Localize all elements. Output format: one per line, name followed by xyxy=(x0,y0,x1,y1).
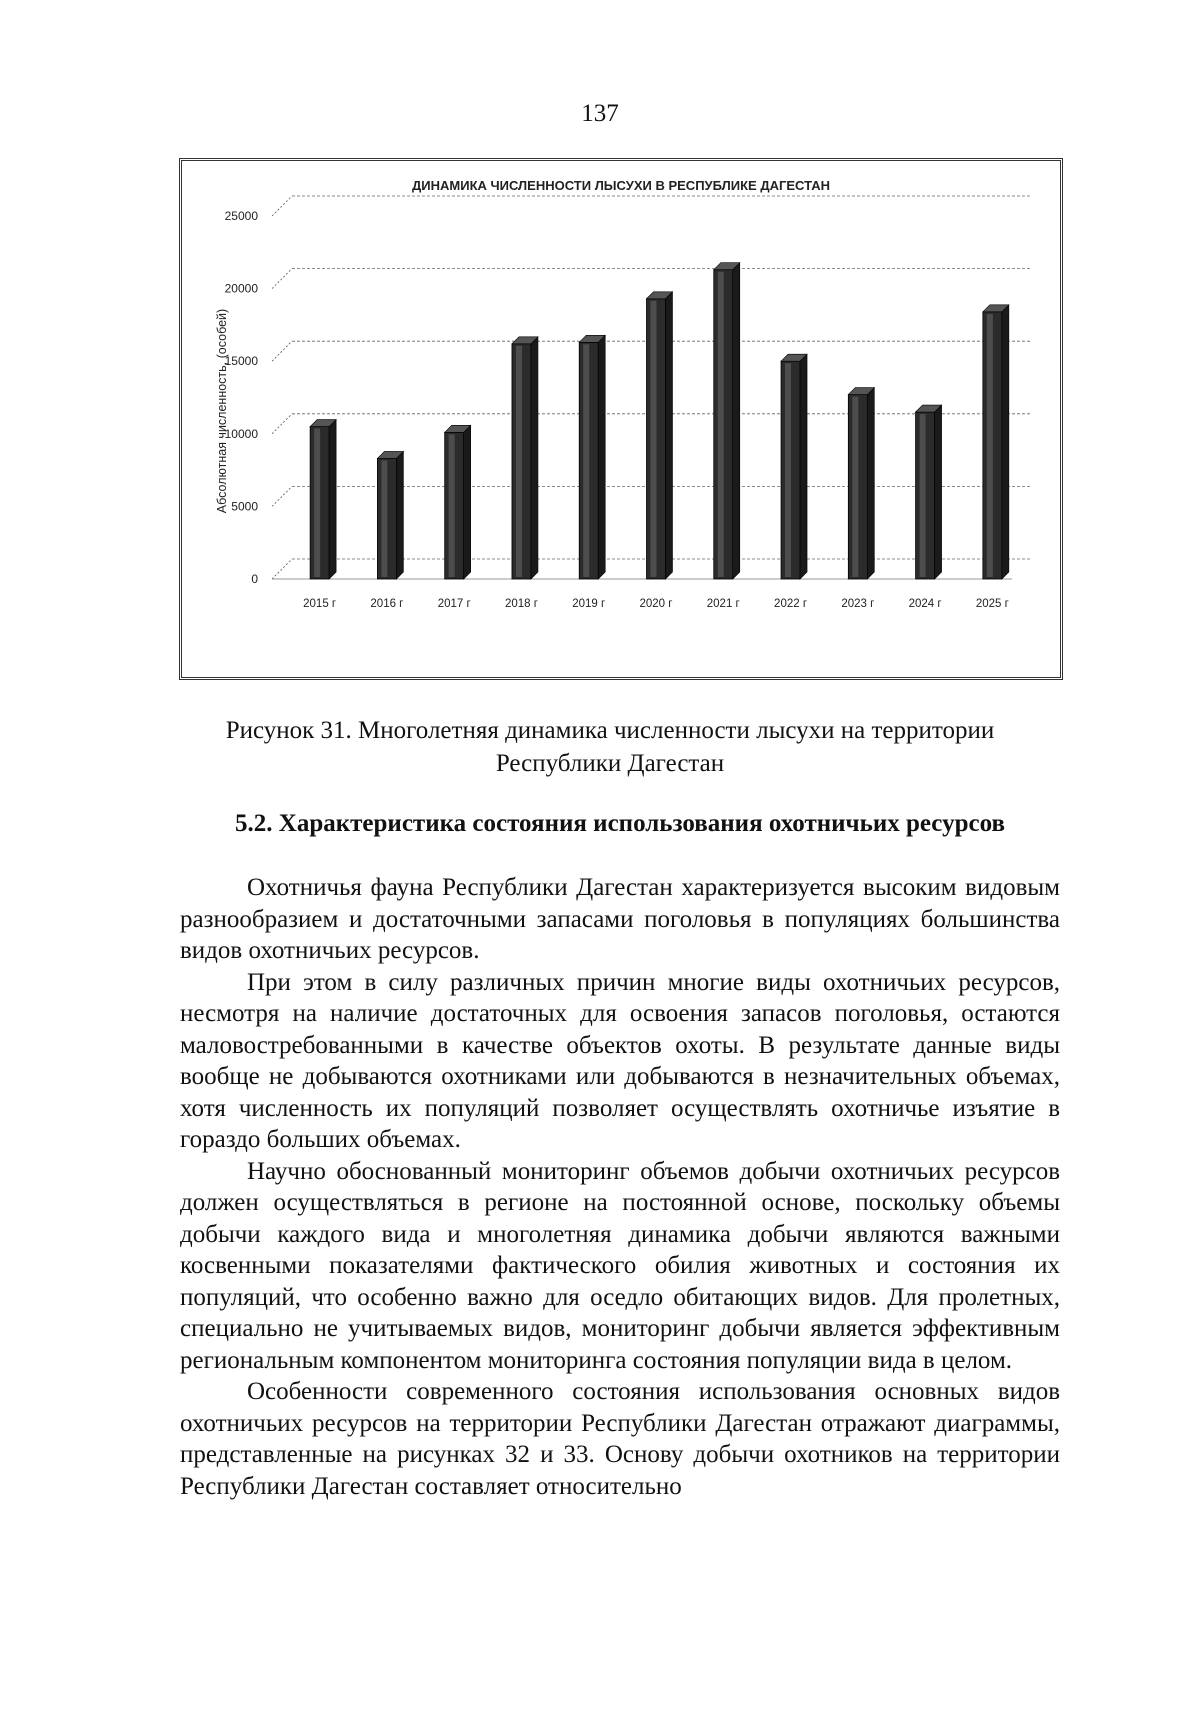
body-text xyxy=(180,872,1060,1502)
y-axis-label: Абсолютная численность, (особей) xyxy=(215,308,229,514)
bar-side xyxy=(800,354,807,579)
x-tick-label: 2022 г xyxy=(774,598,808,610)
bar-highlight xyxy=(852,397,858,577)
bar-side xyxy=(598,335,605,579)
paragraph: Научно обоснованный мониторинг объемов добычи охотничьих ресурсов должен осуществляться в регионе на постоянной основе, поскольку объемы добычи каждого вида и многолетняя динамика добычи являются важными косвенными показателями фактического обилия животных и состояния их популяций, что особенно важно для оседло обитающих видов. Для пролетных, специально не учитываемых видов, мониторинг добычи является эффективным региональным компонентом мониторинга состояния популяции вида в целом. xyxy=(180,1157,1060,1374)
y-tick-label: 25000 xyxy=(224,209,258,223)
bar-side xyxy=(1002,305,1009,579)
bar-highlight xyxy=(987,314,993,577)
gridline-diagonal xyxy=(272,341,292,361)
bar-highlight xyxy=(920,414,926,577)
x-tick-label: 2020 г xyxy=(639,598,673,610)
bar-highlight xyxy=(785,363,791,577)
y-tick-label: 10000 xyxy=(224,426,258,441)
section-heading: 5.2. Характеристика состояния использования охотничьих ресурсов xyxy=(235,810,1005,837)
x-tick-label: 2018 г xyxy=(504,598,538,610)
page-number: 137 xyxy=(581,100,619,127)
bar-side xyxy=(666,292,673,579)
bar-side xyxy=(329,420,336,579)
bar-side xyxy=(396,451,403,579)
paragraph: Охотничья фауна Республики Дагестан характеризуется высоким видовым разнообразием и достаточными запасами поголовья в популяциях большинства видов охотничьих ресурсов. xyxy=(180,874,1060,964)
bar-highlight xyxy=(449,434,455,577)
x-tick-label: 2019 г xyxy=(572,598,606,610)
y-tick-label: 5000 xyxy=(231,499,258,514)
x-tick-label: 2016 г xyxy=(370,598,404,610)
paragraph: При этом в силу различных причин многие виды охотничьих ресурсов, несмотря на наличие достаточных для освоения запасов поголовья, остаются маловостребованными в качестве объектов охоты. В результате данные виды вообще не добываются охотниками или добываются в незначительных объемах, хотя численность их популяций позволяет осуществлять охотничье изъятие в гораздо больших объемах. xyxy=(180,968,1060,1153)
x-tick-label: 2024 г xyxy=(908,598,942,610)
bar-side xyxy=(464,425,471,579)
gridline-diagonal xyxy=(272,269,292,289)
chart-title: ДИНАМИКА ЧИСЛЕННОСТИ ЛЫСУХИ В РЕСПУБЛИКЕ ДАГЕСТАН xyxy=(412,178,830,193)
bar-highlight xyxy=(583,344,589,577)
bar-layer xyxy=(310,263,1009,579)
bar-side xyxy=(867,388,874,579)
chart-frame xyxy=(179,158,1063,680)
gridline-diagonal xyxy=(272,196,292,216)
bar-highlight xyxy=(718,272,724,577)
y-tick-label: 20000 xyxy=(224,281,258,296)
label-layer xyxy=(225,209,1009,610)
x-tick-label: 2015 г xyxy=(303,598,337,610)
gridline-diagonal xyxy=(272,414,292,434)
x-tick-label: 2023 г xyxy=(841,598,875,610)
bar-side xyxy=(733,263,740,579)
gridline-diagonal xyxy=(272,559,292,579)
caption-line-1: Рисунок 31. Многолетняя динамика численности лысухи на территории xyxy=(225,717,995,744)
y-tick-label: 0 xyxy=(251,572,258,586)
bar-highlight xyxy=(651,301,657,577)
bar-side xyxy=(935,405,942,579)
x-tick-label: 2021 г xyxy=(706,598,740,610)
paragraph: Особенности современного состояния использования основных видов охотничьих ресурсов на территории Республики Дагестан отражают диаграммы, представленные на рисунках 32 и 33. Основу добычи охотников на территории Республики Дагестан составляет относительно xyxy=(180,1378,1060,1500)
bar-side xyxy=(531,337,538,579)
y-tick-label: 15000 xyxy=(224,354,258,369)
bar-highlight xyxy=(516,346,522,577)
x-tick-label: 2025 г xyxy=(975,598,1009,610)
bar-highlight xyxy=(314,429,320,577)
bar-chart xyxy=(182,161,1060,677)
bar-highlight xyxy=(381,460,387,577)
gridline-diagonal xyxy=(272,486,292,506)
caption-line-2: Республики Дагестан xyxy=(495,750,725,777)
x-tick-label: 2017 г xyxy=(437,598,471,610)
figure-caption xyxy=(150,714,1070,780)
